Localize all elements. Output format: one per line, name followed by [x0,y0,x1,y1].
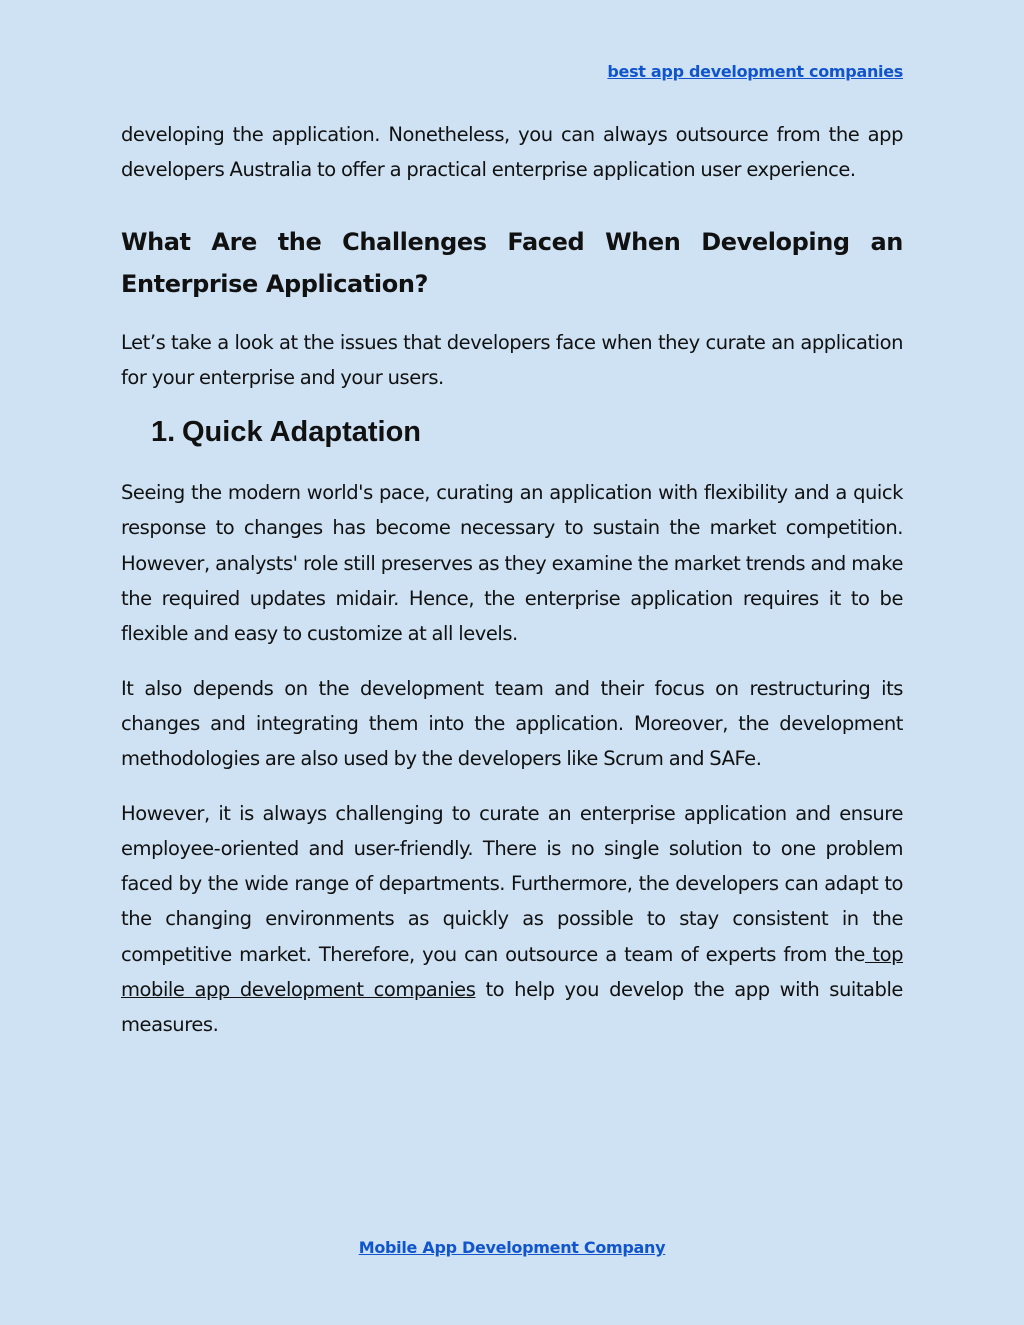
body-paragraph-1: Seeing the modern world's pace, curating an application with flexibility and a quick response to changes has become necessary to sustain the market competition. However, analysts' role still preserves as they examine the market trends and make the required updates midair. Hence, the enterprise application requires it to be flexible and easy to customize at all levels. [121,481,903,645]
footer [0,1238,1024,1257]
list-item-title: Quick Adaptation [182,416,421,449]
document-body [121,117,903,1062]
footer-link[interactable]: Mobile App Development Company [358,1238,666,1257]
section-intro-paragraph: Let’s take a look at the issues that developers face when they curate an application for your enterprise and your users. [121,331,903,390]
list-item-number: 1. [151,416,176,449]
section-heading: What Are the Challenges Faced When Developing an Enterprise Application? [121,228,903,299]
body-paragraph-2: It also depends on the development team and their focus on restructuring its changes and integrating them into the application. Moreover, the development methodologies are also used by the developers like Scrum and SAFe. [121,676,903,771]
body-paragraph-3 [121,796,903,1042]
paragraph-3-text-start: However, it is always challenging to curate an enterprise application and ensure employee-oriented and user-friendly. There is no single solution to one problem faced by the wide range of departments. Furthermore, the developers can adapt to the changing environments as quickly as possible to stay consistent in the competitive market. Therefore, you can outsource a team of experts from the [121,802,903,966]
list-item-heading [151,413,903,451]
paragraph-3-text-end: to help you develop the app with suitable measures. [121,977,903,1036]
header-link[interactable]: best app development companies [607,62,903,81]
intro-paragraph: developing the application. Nonetheless, you can always outsource from the app developers Australia to offer a practical enterprise application user experience. [121,123,903,182]
top-mobile-app-development-companies-link[interactable]: top mobile app development companies [121,942,904,1001]
